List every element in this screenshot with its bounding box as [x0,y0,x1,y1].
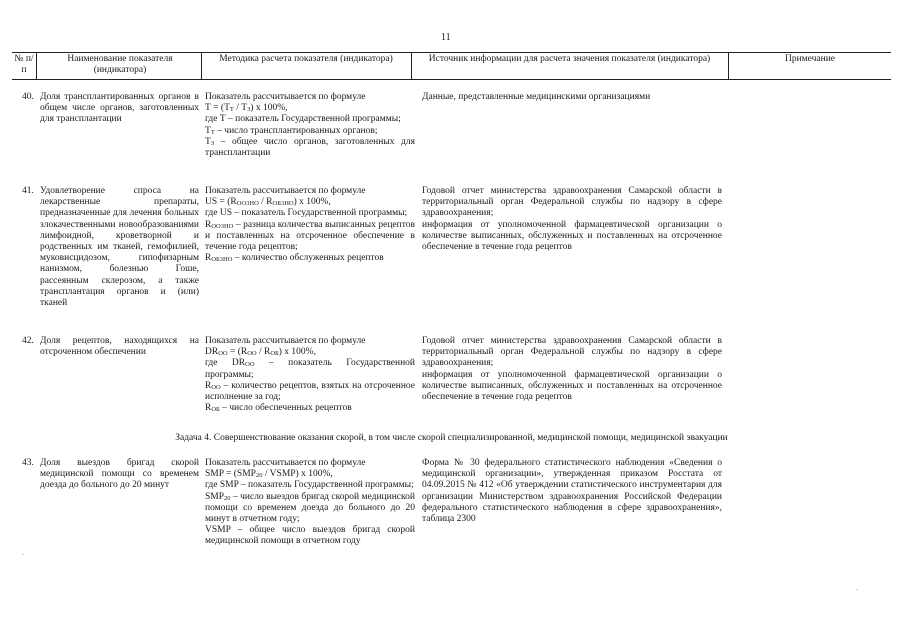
row-number: 40. [22,92,34,102]
scan-speck: . [22,548,24,557]
row-number: 42. [22,336,34,346]
calculation-method [205,92,415,159]
column-divider [728,53,729,79]
header-num: № п/п [14,54,34,75]
row-number: 41. [22,186,34,196]
indicator-name: Доля выездов бригад скорой медицинской помощи со временем доезда до больного до 20 минут [40,458,199,491]
header-name: Наименование показателя (индикатора) [67,54,173,75]
calculation-method [205,186,415,264]
header-source: Источник информации для расчета значения показателя (индикатора) [428,54,711,64]
scan-speck: . [856,583,858,592]
column-divider [411,53,412,79]
method-description: где $DR_{ОО}$ – показатель Государственной программы; $R_{ОО}$ – количество рецептов, взятых на отсроченное исполнение за год; $R_{ОБ}$ – число обеспеченных рецептов [205,358,416,414]
formula: US = $(R_{ОО3НО} / R_{ОБ3НО})$ х 100%, [205,197,331,208]
task-heading: Задача 4. Совершенствование оказания скорой, в том числе скорой специализированной, медицинской помощи, медицинской эвакуации [175,433,728,443]
column-divider [36,53,37,79]
method-intro: Показатель рассчитывается по формуле [205,458,366,468]
header-note: Примечание [784,54,836,64]
page-number: 11 [441,32,451,43]
indicator-name: Доля рецептов, находящихся на отсроченном обеспечении [40,336,199,358]
information-source: Форма № 30 федерального статистического наблюдения «Сведения о медицинской организации», утвержденная приказом Росстата от 04.09.2015 № 412 «Об утверждении статистического инструментария для организации Министерством здравоохранения Российской Федерации федерального статистического наблюдения в сфере здравоохранения», таблица 2300 [422,458,722,525]
calculation-method [205,458,415,548]
method-intro: Показатель рассчитывается по формуле [205,92,366,102]
method-description: где US – показатель Государственной программы; $R_{ОО3НО}$ – разница количества выписанных рецептов и поставленных на отсроченное обеспечение в течение года рецептов; $R_{ОБ3НО}$ – количество обслуженных рецептов [205,208,415,264]
formula: SMP = ($SMP_{20}$ / VSMP) х 100%, [205,469,333,480]
method-intro: Показатель рассчитывается по формуле [205,186,366,196]
header-method: Методика расчета показателя (индикатора) [219,54,393,64]
information-source: Годовой отчет министерства здравоохранения Самарской области в территориальный орган Федеральной службы по надзору в сфере здравоохранения; информация от уполномоченной фармацевтической организации о количестве выписанных, обслуженных и поставленных на отсроченное обеспечение в течение года рецептов [422,336,722,403]
column-divider [201,53,202,79]
row-number: 43. [22,458,34,468]
information-source: Данные, представленные медицинскими организациями [422,92,651,102]
method-intro: Показатель рассчитывается по формуле [205,336,366,346]
method-description: где SMP – показатель Государственной программы; $SMP_{20}$ – число выездов бригад скорой медицинской помощи со временем доезда до больного до 20 минут в отчетном году; VSMP – общее число выездов бригад скорой медицинской помощи в отчетном году [205,480,415,547]
method-description: где Т – показатель Государственной программы; $Т_Т$ – число трансплантированных органов; $Т_З$ – общее число органов, заготовленных для трансплантации [205,114,415,159]
calculation-method [205,336,415,414]
formula: $DR_{ОО} = (R_{ОО} / R_{ОБ})$ х 100%, [205,347,316,358]
indicator-name: Доля трансплантированных органов в общем числе органов, заготовленных для трансплантации [40,92,199,125]
formula: $Т = (Т_Т / Т_З)$ х 100%, [205,103,288,114]
information-source: Годовой отчет министерства здравоохранения Самарской области в территориальный орган Федеральной службы по надзору в сфере здравоохранения; информация от уполномоченной фармацевтической организации о количестве выписанных, обслуженных и поставленных на отсроченное обеспечение в течение года рецептов [422,186,722,253]
indicator-name: Удовлетворение спроса на лекарственные препараты, предназначенные для лечения больных злокачественными новообразованиями лимфоидной, кроветворной и родственных им тканей, гемофилией, муковисцидозом, гипофизарным нанизмом, болезнью Гоше, рассеянным склерозом, а также трансплантация органов и (или) тканей [40,186,199,309]
table-header [12,52,891,80]
